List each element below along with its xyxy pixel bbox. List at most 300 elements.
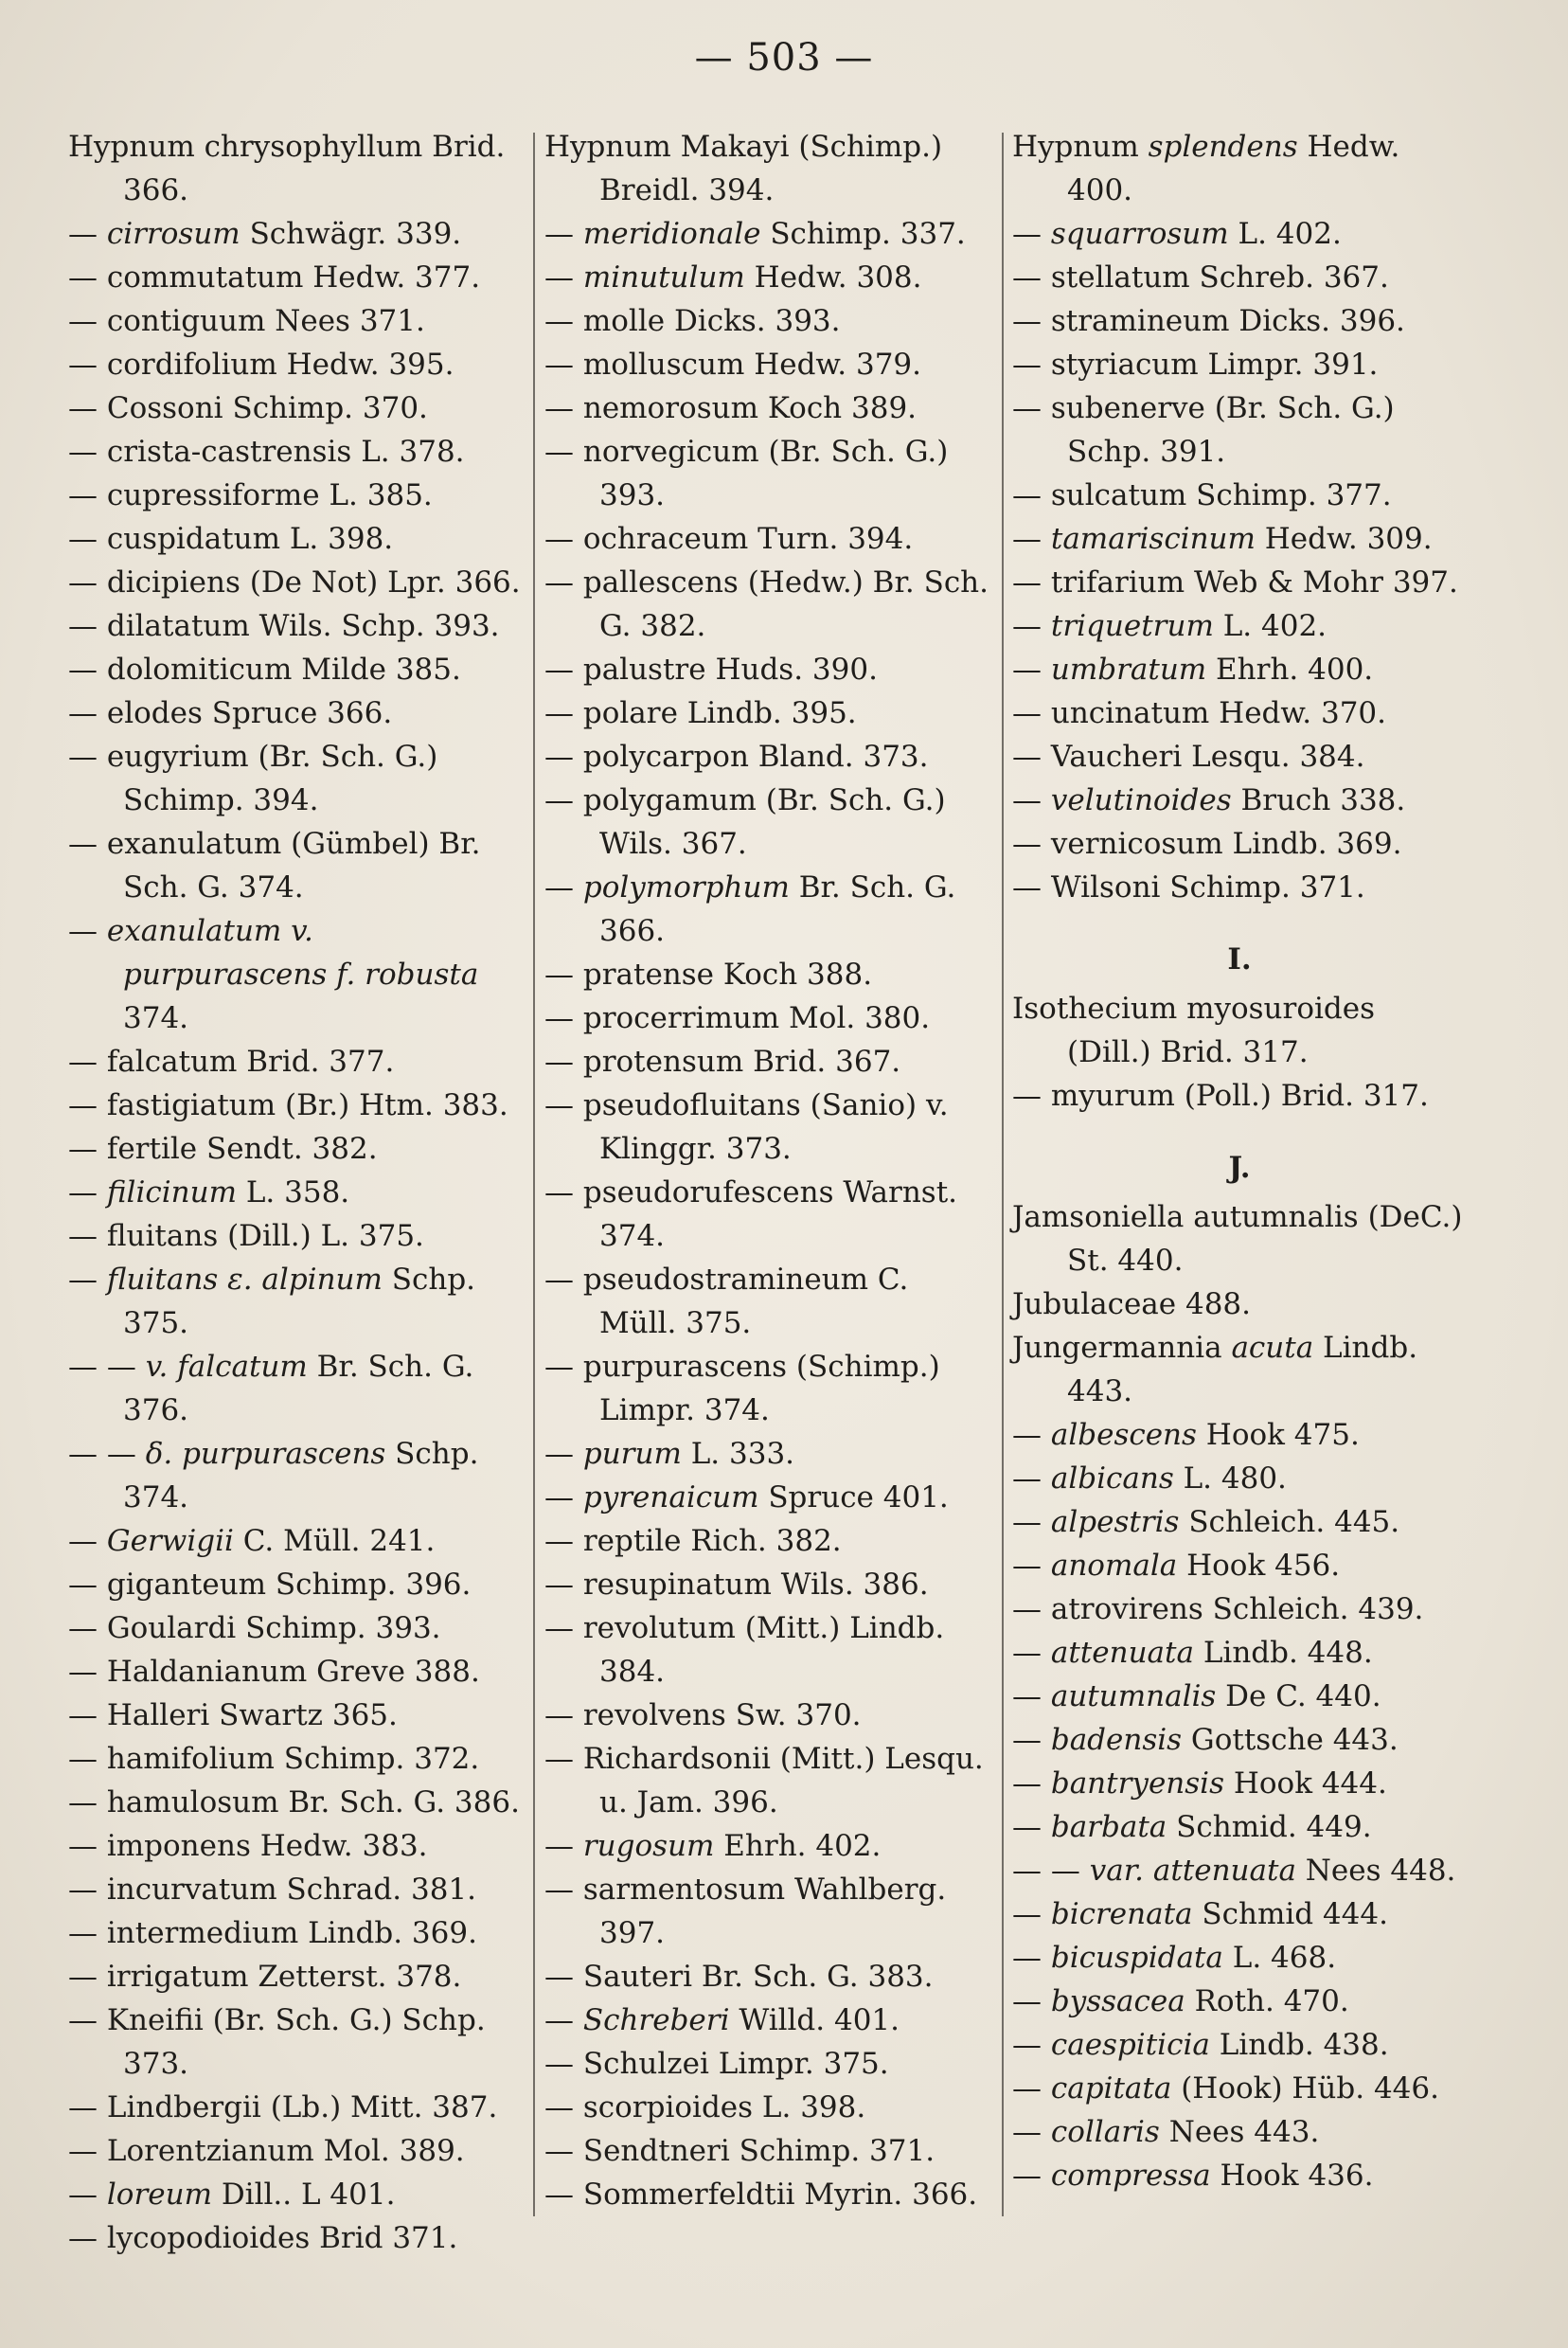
- entry-italic-text: purum: [582, 1437, 682, 1471]
- index-entry: [1012, 822, 1467, 866]
- entry-text: Lindb. 443.: [1067, 1331, 1418, 1408]
- index-entry: [1012, 1457, 1467, 1500]
- index-entry: [1012, 386, 1467, 474]
- entry-text: Schwägr. 339.: [240, 217, 462, 251]
- entry-text: —: [1012, 653, 1051, 687]
- index-column-1: [68, 125, 525, 2260]
- index-entry: [1012, 299, 1467, 343]
- entry-text: —: [1012, 1505, 1051, 1539]
- entry-text: — Kneifii (Br. Sch. G.) Schp. 373.: [68, 2003, 486, 2081]
- index-entry: [68, 909, 525, 1040]
- entry-text: — Wilsoni Schimp. 371.: [1012, 870, 1365, 905]
- index-entry: [1012, 2110, 1467, 2154]
- index-entry: [68, 212, 525, 256]
- index-entry: [544, 1432, 994, 1476]
- entry-text: L. 468.: [1222, 1941, 1337, 1975]
- entry-text: —: [68, 1175, 107, 1210]
- index-entry: [544, 735, 994, 779]
- index-entry: [1012, 1762, 1467, 1805]
- entry-text: L. 333.: [681, 1437, 795, 1471]
- entry-text: —: [1012, 1766, 1051, 1801]
- index-entry: [68, 735, 525, 822]
- index-entry: [544, 299, 994, 343]
- entry-italic-text: rugosum: [582, 1829, 715, 1863]
- index-entry: [544, 2086, 994, 2129]
- entry-text: —: [1012, 609, 1051, 643]
- entry-italic-text: bicuspidata: [1050, 1941, 1223, 1975]
- entry-text: Hook 456.: [1177, 1549, 1341, 1583]
- entry-text: — molle Dicks. 393.: [544, 304, 841, 338]
- entry-text: —: [1012, 2028, 1051, 2062]
- entry-text: — fertile Sendt. 382.: [68, 1132, 378, 1166]
- entry-text: — hamulosum Br. Sch. G. 386.: [68, 1785, 520, 1819]
- index-entry: [544, 1258, 994, 1345]
- index-entry: [68, 517, 525, 561]
- entry-italic-text: minutulum: [582, 260, 745, 295]
- entry-text: Br. Sch. G. 366.: [599, 870, 956, 948]
- entry-text: — Richardsonii (Mitt.) Lesqu. u. Jam. 396.: [544, 1742, 984, 1819]
- entry-text: —: [1012, 1897, 1051, 1931]
- entry-text: — dolomiticum Milde 385.: [68, 653, 461, 687]
- entry-text: Schleich. 445.: [1179, 1505, 1400, 1539]
- entry-text: — dicipiens (De Not) Lpr. 366.: [68, 565, 521, 600]
- index-entry: [1012, 1849, 1467, 1892]
- index-entry: [68, 1258, 525, 1345]
- index-entry: [544, 2042, 994, 2086]
- index-entry: [1012, 779, 1467, 822]
- index-entry: [68, 2129, 525, 2173]
- entry-text: — contiguum Nees 371.: [68, 304, 425, 338]
- entry-italic-text: splendens: [1148, 130, 1298, 164]
- index-entry: [544, 996, 994, 1040]
- entry-text: Nees 448.: [1295, 1854, 1456, 1888]
- entry-text: —: [544, 870, 583, 905]
- entry-text: — —: [68, 1350, 146, 1384]
- index-entry: [68, 1214, 525, 1258]
- entry-text: — Sauteri Br. Sch. G. 383.: [544, 1960, 934, 1994]
- entry-text: —: [1012, 1549, 1051, 1583]
- entry-text: — Lorentzianum Mol. 389.: [68, 2134, 465, 2168]
- entry-text: — pseudostramineum C. Müll. 375.: [544, 1263, 909, 1340]
- index-entry: [544, 691, 994, 735]
- entry-text: — vernicosum Lindb. 369.: [1012, 827, 1402, 861]
- entry-text: L. 358.: [236, 1175, 350, 1210]
- entry-text: Nees 443.: [1159, 2115, 1320, 2149]
- entry-italic-text: caespiticia: [1050, 2028, 1210, 2062]
- entry-text: —: [68, 914, 107, 948]
- entry-text: — sulcatum Schimp. 377.: [1012, 478, 1392, 512]
- index-entry: [544, 1171, 994, 1258]
- entry-text: — Vaucheri Lesqu. 384.: [1012, 740, 1365, 774]
- entry-text: — nemorosum Koch 389.: [544, 391, 918, 425]
- entry-text: —: [1012, 783, 1051, 817]
- entry-text: L. 402.: [1213, 609, 1327, 643]
- index-entry: [544, 430, 994, 517]
- index-entry: [1012, 1544, 1467, 1587]
- entry-text: —: [544, 2003, 583, 2037]
- page-number: — 503 —: [694, 36, 874, 80]
- entry-text: (Hook) Hüb. 446.: [1171, 2071, 1439, 2106]
- entry-text: — norvegicum (Br. Sch. G.) 393.: [544, 435, 949, 512]
- entry-text: Schp. 375.: [123, 1263, 476, 1340]
- index-entry: [544, 1955, 994, 1998]
- index-entry: [68, 1040, 525, 1084]
- index-entry: [1012, 691, 1467, 735]
- entry-italic-text: albescens: [1050, 1418, 1197, 1452]
- entry-text: Schp. 374.: [123, 1437, 479, 1515]
- index-entry: [544, 517, 994, 561]
- index-entry: [544, 1737, 994, 1824]
- entry-text: Jamsoniella autumnalis (DeC.) St. 440.: [1012, 1200, 1463, 1278]
- index-entry: [1012, 343, 1467, 386]
- entry-text: —: [1012, 1679, 1051, 1713]
- index-entry: [544, 1040, 994, 1084]
- entry-text: Gottsche 443.: [1182, 1723, 1399, 1757]
- entry-text: — pallescens (Hedw.) Br. Sch. G. 382.: [544, 565, 989, 643]
- entry-italic-text: bicrenata: [1050, 1897, 1193, 1931]
- entry-text: Willd. 401.: [729, 2003, 900, 2037]
- index-entry: [68, 1345, 525, 1432]
- entry-text: Hook 475.: [1196, 1418, 1360, 1452]
- entry-italic-text: meridionale: [582, 217, 761, 251]
- entry-text: Jubulaceae 488.: [1012, 1287, 1252, 1321]
- index-entry: [544, 779, 994, 866]
- index-entry: [1012, 561, 1467, 604]
- entry-text: — crista-castrensis L. 378.: [68, 435, 465, 469]
- entry-italic-text: byssacea: [1050, 1984, 1185, 2018]
- index-entry: [1012, 648, 1467, 691]
- index-entry: [544, 212, 994, 256]
- index-entry: [68, 561, 525, 604]
- entry-italic-text: Schreberi: [582, 2003, 730, 2037]
- index-entry: [68, 2086, 525, 2129]
- index-entry: [68, 1171, 525, 1214]
- index-entry: [68, 256, 525, 299]
- index-entry: [544, 953, 994, 996]
- index-entry: [68, 1432, 525, 1519]
- entry-text: — eugyrium (Br. Sch. G.) Schimp. 394.: [68, 740, 438, 817]
- entry-text: 374.: [123, 1001, 189, 1035]
- entry-text: — Lindbergii (Lb.) Mitt. 387.: [68, 2090, 498, 2124]
- entry-text: —: [68, 1524, 107, 1558]
- index-entry: [544, 256, 994, 299]
- index-entry: [544, 1519, 994, 1563]
- entry-italic-text: capitata: [1050, 2071, 1172, 2106]
- entry-text: —: [1012, 1461, 1051, 1496]
- entry-text: — atrovirens Schleich. 439.: [1012, 1592, 1424, 1626]
- index-entry: [544, 386, 994, 430]
- entry-text: Dill.. L 401.: [211, 2178, 396, 2212]
- index-entry: [1012, 735, 1467, 779]
- entry-text: — fastigiatum (Br.) Htm. 383.: [68, 1088, 508, 1122]
- index-entry: [544, 343, 994, 386]
- index-entry: [1012, 1413, 1467, 1457]
- entry-text: Bruch 338.: [1231, 783, 1406, 817]
- entry-text: — molluscum Hedw. 379.: [544, 348, 922, 382]
- entry-text: — sarmentosum Wahlberg. 397.: [544, 1873, 947, 1950]
- index-entry: [68, 299, 525, 343]
- entry-text: —: [544, 1437, 583, 1471]
- index-entry: [68, 1127, 525, 1171]
- index-entry: [1012, 212, 1467, 256]
- index-column-2: [544, 125, 994, 2216]
- index-entry: [1012, 1195, 1467, 1282]
- entry-italic-text: attenuata: [1050, 1636, 1194, 1670]
- entry-text: Lindb. 448.: [1193, 1636, 1373, 1670]
- entry-text: — Goulardi Schimp. 393.: [68, 1611, 441, 1645]
- entry-text: — giganteum Schimp. 396.: [68, 1568, 472, 1602]
- index-entry: [68, 2173, 525, 2216]
- index-entry: [544, 1998, 994, 2042]
- entry-text: Schmid 444.: [1192, 1897, 1388, 1931]
- index-entry: [1012, 1326, 1467, 1413]
- column-divider-2: [1002, 133, 1004, 2216]
- index-entry: [1012, 987, 1467, 1074]
- entry-text: —: [544, 260, 583, 295]
- entry-text: — polygamum (Br. Sch. G.) Wils. 367.: [544, 783, 946, 861]
- index-entry: [1012, 1675, 1467, 1718]
- index-entry: [68, 1563, 525, 1606]
- entry-italic-text: anomala: [1050, 1549, 1178, 1583]
- entry-italic-text: velutinoides: [1050, 783, 1232, 817]
- index-entry: [68, 1781, 525, 1824]
- entry-text: —: [1012, 1984, 1051, 2018]
- entry-text: — Haldanianum Greve 388.: [68, 1655, 480, 1689]
- entry-text: Lindb. 438.: [1209, 2028, 1389, 2062]
- entry-text: — hamifolium Schimp. 372.: [68, 1742, 480, 1776]
- entry-text: — —: [68, 1437, 146, 1471]
- index-column-3: [1012, 125, 1467, 2197]
- entry-text: — stramineum Dicks. 396.: [1012, 304, 1405, 338]
- entry-text: — stellatum Schreb. 367.: [1012, 260, 1389, 295]
- entry-italic-text: barbata: [1050, 1810, 1167, 1844]
- index-entry: [68, 1824, 525, 1868]
- entry-text: Hypnum chrysophyllum Brid. 366.: [68, 130, 506, 207]
- entry-text: Hedw. 400.: [1067, 130, 1400, 207]
- index-entry: [1012, 2023, 1467, 2067]
- index-entry: [1012, 1892, 1467, 1936]
- entry-text: — palustre Huds. 390.: [544, 653, 878, 687]
- entry-text: — procerrimum Mol. 380.: [544, 1001, 931, 1035]
- entry-text: —: [1012, 1810, 1051, 1844]
- index-entry: [1012, 866, 1467, 909]
- entry-italic-text: δ. purpurascens: [145, 1437, 386, 1471]
- entry-text: — subenerve (Br. Sch. G.) Schp. 391.: [1012, 391, 1395, 469]
- index-entry: [68, 430, 525, 474]
- index-entry: [1012, 1936, 1467, 1980]
- entry-text: — Cossoni Schimp. 370.: [68, 391, 428, 425]
- entry-text: Hook 444.: [1223, 1766, 1387, 1801]
- entry-italic-text: tamariscinum: [1050, 522, 1256, 556]
- entry-text: Hedw. 309.: [1255, 522, 1433, 556]
- entry-italic-text: compressa: [1050, 2159, 1211, 2193]
- entry-text: —: [1012, 2115, 1051, 2149]
- index-entry: [68, 1650, 525, 1694]
- entry-italic-text: badensis: [1050, 1723, 1183, 1757]
- index-entry: [68, 1694, 525, 1737]
- index-entry: [544, 2173, 994, 2216]
- entry-text: — Sommerfeldtii Myrin. 366.: [544, 2178, 978, 2212]
- entry-italic-text: albicans: [1050, 1461, 1174, 1496]
- index-entry: [544, 1824, 994, 1868]
- entry-text: —: [68, 1263, 107, 1297]
- entry-text: — irrigatum Zetterst. 378.: [68, 1960, 462, 1994]
- entry-text: — falcatum Brid. 377.: [68, 1045, 395, 1079]
- entry-text: Hypnum: [1012, 130, 1149, 164]
- index-entry: [544, 1563, 994, 1606]
- entry-text: — —: [1012, 1854, 1090, 1888]
- index-entry: [68, 1955, 525, 1998]
- entry-text: —: [1012, 2159, 1051, 2193]
- index-entry: [1012, 1718, 1467, 1762]
- index-entry: [68, 1737, 525, 1781]
- entry-text: Hypnum Makayi (Schimp.) Breidl. 394.: [544, 130, 943, 207]
- entry-text: — intermedium Lindb. 369.: [68, 1916, 477, 1950]
- entry-text: — polycarpon Bland. 373.: [544, 740, 929, 774]
- entry-text: Jungermannia: [1012, 1331, 1232, 1365]
- index-entry: [68, 1998, 525, 2086]
- entry-italic-text: cirrosum: [106, 217, 241, 251]
- entry-text: Isothecium myosuroides (Dill.) Brid. 317.: [1012, 992, 1376, 1069]
- entry-text: —: [544, 1480, 583, 1515]
- entry-italic-text: acuta: [1231, 1331, 1314, 1365]
- entry-italic-text: alpestris: [1050, 1505, 1180, 1539]
- entry-text: Schmid. 449.: [1167, 1810, 1372, 1844]
- index-entry: [68, 343, 525, 386]
- entry-text: — commutatum Hedw. 377.: [68, 260, 481, 295]
- index-entry: [1012, 2067, 1467, 2110]
- entry-text: — incurvatum Schrad. 381.: [68, 1873, 476, 1907]
- entry-text: Hedw. 308.: [744, 260, 922, 295]
- entry-text: —: [544, 1829, 583, 1863]
- entry-text: L. 402.: [1228, 217, 1342, 251]
- column-divider-1: [533, 133, 535, 2216]
- entry-text: — exanulatum (Gümbel) Br. Sch. G. 374.: [68, 827, 481, 905]
- entry-italic-text: umbratum: [1050, 653, 1207, 687]
- entry-text: — styriacum Limpr. 391.: [1012, 348, 1379, 382]
- index-entry: [1012, 1587, 1467, 1631]
- entry-text: —: [544, 217, 583, 251]
- entry-text: De C. 440.: [1216, 1679, 1381, 1713]
- entry-text: —: [1012, 522, 1051, 556]
- index-entry: [544, 1476, 994, 1519]
- entry-text: — pratense Koch 388.: [544, 958, 873, 992]
- entry-text: — cuspidatum L. 398.: [68, 522, 394, 556]
- entry-text: — Sendtneri Schimp. 371.: [544, 2134, 935, 2168]
- index-entry: [68, 386, 525, 430]
- index-entry: [544, 866, 994, 953]
- index-entry: [68, 2216, 525, 2260]
- entry-text: — revolvens Sw. 370.: [544, 1698, 862, 1732]
- index-entry: [68, 1606, 525, 1650]
- entry-text: — reptile Rich. 382.: [544, 1524, 842, 1558]
- entry-italic-text: v. falcatum: [145, 1350, 308, 1384]
- entry-italic-text: triquetrum: [1050, 609, 1214, 643]
- entry-text: — ochraceum Turn. 394.: [544, 522, 914, 556]
- index-entry: [68, 604, 525, 648]
- entry-text: — polare Lindb. 395.: [544, 696, 857, 730]
- entry-text: —: [68, 2178, 107, 2212]
- entry-text: Hook 436.: [1210, 2159, 1374, 2193]
- entry-italic-text: exanulatum v. purpurascens f. robusta: [106, 914, 479, 992]
- index-entry: [68, 1084, 525, 1127]
- index-entry: [1012, 1631, 1467, 1675]
- entry-text: — cordifolium Hedw. 395.: [68, 348, 454, 382]
- entry-italic-text: squarrosum: [1050, 217, 1229, 251]
- entry-italic-text: polymorphum: [582, 870, 790, 905]
- entry-italic-text: bantryensis: [1050, 1766, 1224, 1801]
- index-entry: [68, 691, 525, 735]
- entry-italic-text: Gerwigii: [106, 1524, 234, 1558]
- entry-text: Schimp. 337.: [760, 217, 966, 251]
- entry-text: —: [1012, 1723, 1051, 1757]
- entry-text: Ehrh. 400.: [1206, 653, 1374, 687]
- index-entry: [544, 561, 994, 648]
- entry-italic-text: fluitans ε. alpinum: [106, 1263, 383, 1297]
- index-entry: [68, 1519, 525, 1563]
- entry-text: — protensum Brid. 367.: [544, 1045, 901, 1079]
- index-entry: [1012, 1282, 1467, 1326]
- index-entry: [544, 1345, 994, 1432]
- entry-text: — lycopodioides Brid 371.: [68, 2221, 458, 2255]
- entry-text: — pseudofluitans (Sanio) v. Klinggr. 373.: [544, 1088, 949, 1166]
- entry-text: L. 480.: [1173, 1461, 1287, 1496]
- index-entry: [68, 1911, 525, 1955]
- entry-italic-text: filicinum: [106, 1175, 237, 1210]
- entry-text: —: [1012, 1636, 1051, 1670]
- section-heading: I.: [1227, 942, 1252, 977]
- entry-text: —: [68, 217, 107, 251]
- entry-italic-text: loreum: [106, 2178, 212, 2212]
- index-entry: [68, 474, 525, 517]
- index-entry: [1012, 125, 1467, 212]
- entry-text: Br. Sch. G. 376.: [123, 1350, 474, 1427]
- index-entry: [1012, 474, 1467, 517]
- entry-text: — Schulzei Limpr. 375.: [544, 2047, 889, 2081]
- index-entry: [1012, 1980, 1467, 2023]
- entry-text: Ehrh. 402.: [714, 1829, 882, 1863]
- entry-text: —: [1012, 1941, 1051, 1975]
- entry-text: — dilatatum Wils. Schp. 393.: [68, 609, 500, 643]
- entry-text: — fluitans (Dill.) L. 375.: [68, 1219, 424, 1253]
- index-entry: [68, 125, 525, 212]
- index-entry: [68, 1868, 525, 1911]
- section-heading: J.: [1228, 1151, 1251, 1185]
- index-entry: [68, 648, 525, 691]
- entry-text: C. Müll. 241.: [233, 1524, 436, 1558]
- index-entry: [1012, 256, 1467, 299]
- entry-italic-text: var. attenuata: [1089, 1854, 1296, 1888]
- index-entry: [1012, 1074, 1467, 1118]
- entry-text: — imponens Hedw. 383.: [68, 1829, 428, 1863]
- entry-text: —: [1012, 2071, 1051, 2106]
- index-entry: [544, 1694, 994, 1737]
- entry-text: — myurum (Poll.) Brid. 317.: [1012, 1079, 1429, 1113]
- entry-text: — pseudorufescens Warnst. 374.: [544, 1175, 958, 1253]
- index-entry: [68, 822, 525, 909]
- entry-text: — elodes Spruce 366.: [68, 696, 393, 730]
- entry-text: Roth. 470.: [1185, 1984, 1349, 2018]
- entry-text: — revolutum (Mitt.) Lindb. 384.: [544, 1611, 945, 1689]
- index-entry: [544, 1868, 994, 1955]
- entry-italic-text: collaris: [1050, 2115, 1160, 2149]
- entry-text: —: [1012, 1418, 1051, 1452]
- index-entry: [1012, 2154, 1467, 2197]
- entry-text: Spruce 401.: [758, 1480, 949, 1515]
- entry-italic-text: pyrenaicum: [582, 1480, 759, 1515]
- entry-text: — Halleri Swartz 365.: [68, 1698, 398, 1732]
- entry-text: — cupressiforme L. 385.: [68, 478, 433, 512]
